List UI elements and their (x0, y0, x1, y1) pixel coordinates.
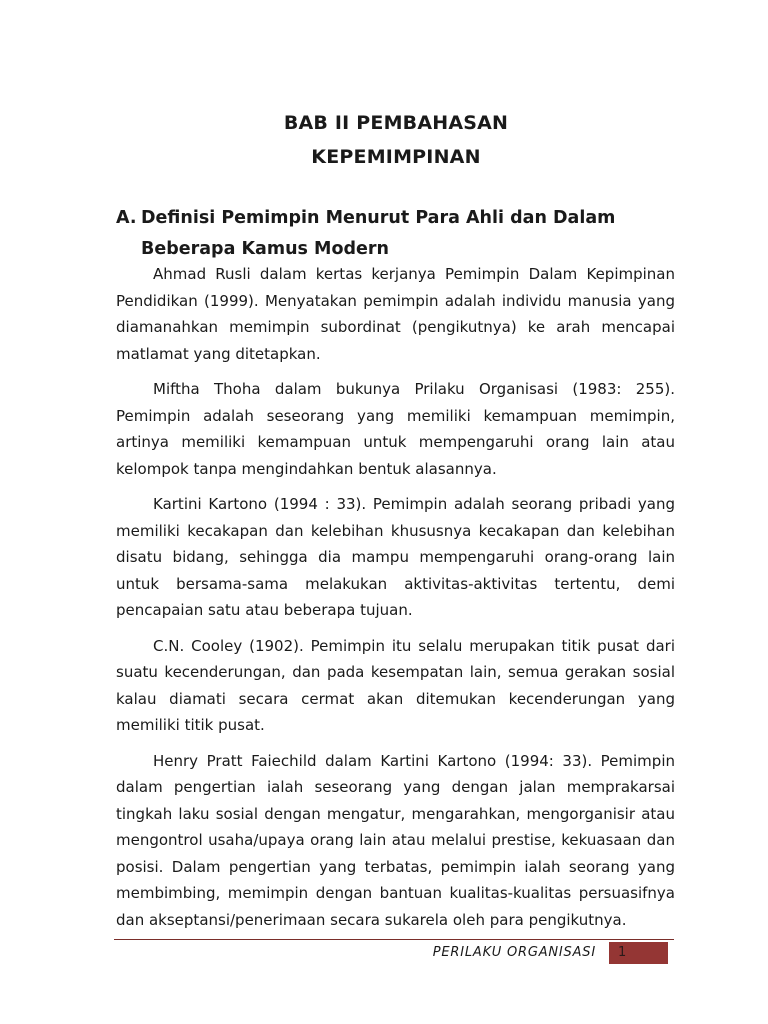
section-heading (116, 203, 676, 265)
body-text (116, 261, 675, 942)
footer-running-title: PERILAKU ORGANISASI (432, 945, 596, 960)
paragraph: Miftha Thoha dalam bukunya Prilaku Organisasi (1983: 255). Pemimpin adalah seseorang yang memiliki kemampuan memimpin, artinya memiliki kemampuan untuk mempengaruhi orang lain atau kelompok tanpa mengindahkan bentuk alasannya. (116, 380, 675, 478)
page-number: 1 (609, 942, 668, 964)
chapter-title: BAB II PEMBAHASAN (283, 112, 509, 134)
section-heading-line1: Definisi Pemimpin Menurut Para Ahli dan Dalam (141, 208, 616, 228)
paragraph: Kartini Kartono (1994 : 33). Pemimpin adalah seorang pribadi yang memiliki kecakapan dan kelebihan khususnya kecakapan dan kelebihan disatu bidang, sehingga dia mampu mempengaruhi orang-orang lain untuk bersama-sama melakukan aktivitas-aktivitas tertentu, demi pencapaian satu atau beberapa tujuan. (116, 495, 675, 619)
chapter-subtitle: KEPEMIMPINAN (311, 146, 481, 168)
section-heading-line2: Beberapa Kamus Modern (141, 239, 389, 259)
paragraph: Ahmad Rusli dalam kertas kerjanya Pemimpin Dalam Kepimpinan Pendidikan (1999). Menyatakan pemimpin adalah individu manusia yang diamanahkan memimpin subordinat (pengikutnya) ke arah mencapai matlamat yang ditetapkan. (116, 265, 675, 363)
paragraph: C.N. Cooley (1902). Pemimpin itu selalu merupakan titik pusat dari suatu kecenderungan, dan pada kesempatan lain, semua gerakan sosial kalau diamati secara cermat akan ditemukan kecenderungan yang memiliki titik pusat. (116, 636, 675, 734)
paragraph: Henry Pratt Faiechild dalam Kartini Kartono (1994: 33). Pemimpin dalam pengertian ialah seseorang yang dengan jalan memprakarsai tingkah laku sosial dengan mengatur, mengarahkan, mengorganisir atau mengontrol usaha/upaya orang lain atau melalui prestise, kekuasaan dan posisi. Dalam pengertian yang terbatas, pemimpin ialah seorang yang membimbing, memimpin dengan bantuan kualitas-kualitas persuasifnya dan akseptansi/penerimaan secara sukarela oleh para pengikutnya. (116, 751, 675, 929)
footer-divider (114, 939, 674, 940)
section-marker: A. (116, 208, 137, 228)
